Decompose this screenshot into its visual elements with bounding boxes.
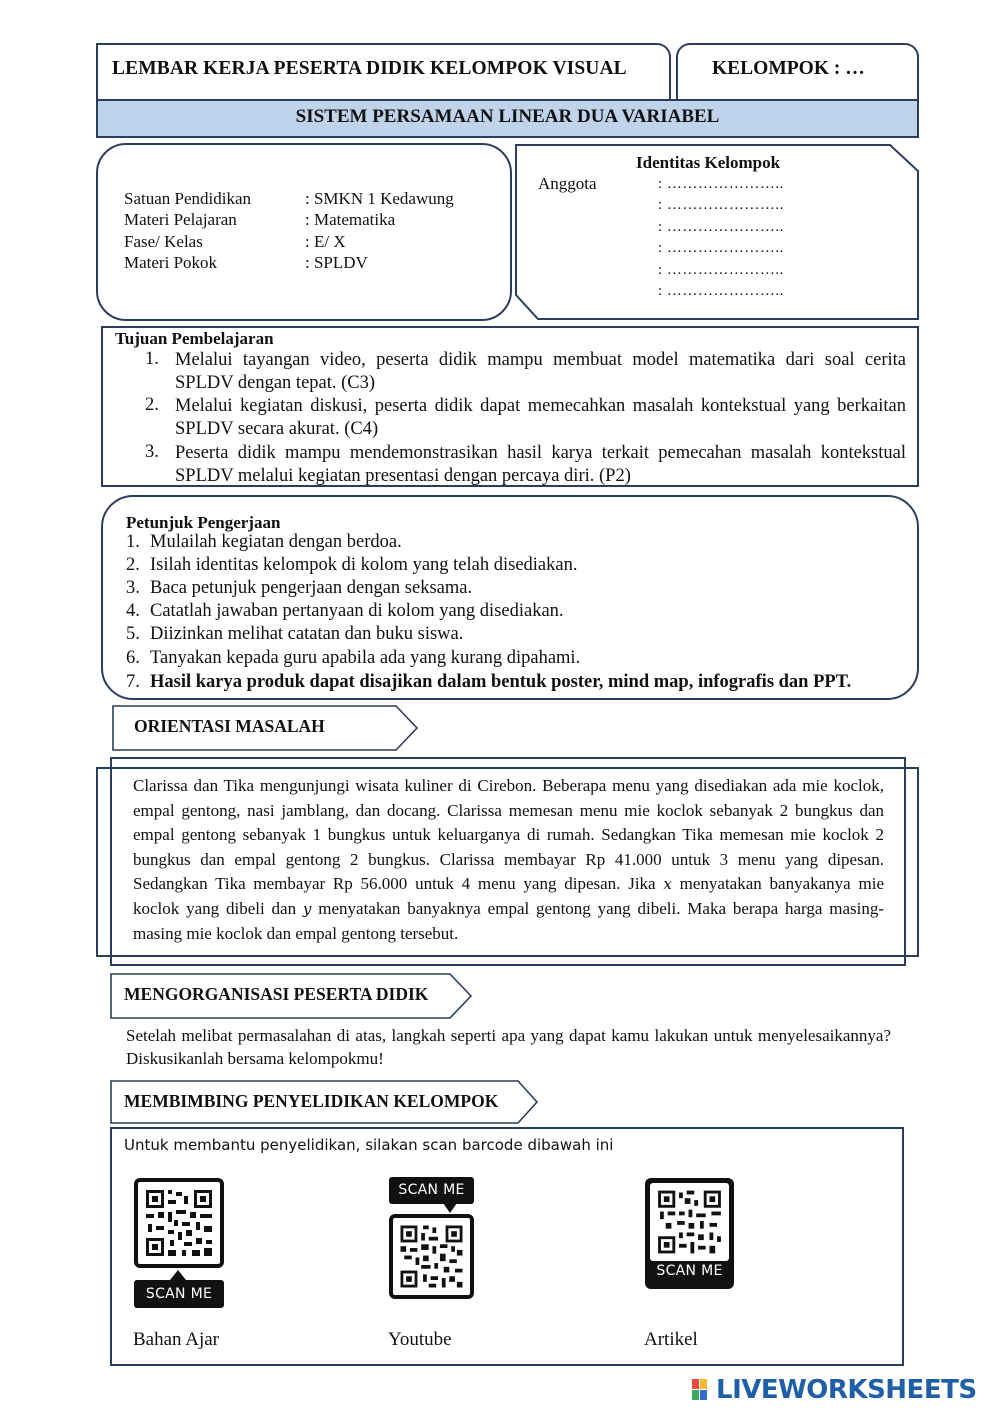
problem-text-part: Clarissa dan Tika mengunjungi wisata kuliner di Cirebon. Beberapa menu yang disediakan ada mie koclok, empal gentong, nasi jamblang, dan docang. Clarissa memesan menu mie koclok sebanyak 2 bungkus dan empal gentong sebanyak 1 bungkus untuk keluarganya di rumah. Sedangkan Tika memesan mie koclok 2 bungkus dan empal gentong 2 bungkus. Clarissa membayar Rp 41.000 untuk 3 menu yang dipesan. Sedangkan Tika membayar Rp 56.000 untuk 4 menu yang dipesan. Jika [133,776,884,894]
instruction-text: Isilah identitas kelompok di kolom yang telah disediakan. [150,555,578,575]
scan-me-tag: SCAN ME [134,1280,224,1308]
organize-heading: MENGORGANISASI PESERTA DIDIK [124,984,429,1004]
tag-pointer-icon [443,1203,457,1213]
member-label: Anggota [538,174,597,193]
qr-code-youtube[interactable] [389,1214,474,1299]
instruction-number: 3. [126,578,140,598]
instruction-number: 2. [126,555,140,575]
info-value: : Matematika [305,210,396,229]
orientation-heading: ORIENTASI MASALAH [134,716,325,736]
investigation-heading: MEMBIMBING PENYELIDIKAN KELOMPOK [124,1091,499,1111]
qr-label: Artikel [644,1329,698,1350]
instruction-item [126,578,472,599]
objective-text: Melalui tayangan video, peserta didik mampu membuat model matematika dari soal cerita SPLDV dengan tepat. (C3) [175,350,906,393]
instruction-item [126,672,851,693]
problem-text-part: menyatakan banyakanya mie koclok yang dibeli dan [133,874,884,918]
info-label: Satuan Pendidikan [124,189,252,208]
objective-text: Peserta didik mampu mendemonstrasikan hasil karya terkait pemecahan masalah kontekstual SPLDV melalui kegiatan presentasi dengan percaya diri. (P2) [175,443,906,486]
member-input-line[interactable]: : ………………….. [658,262,784,278]
instruction-number: 1. [126,532,140,552]
problem-text-part: menyatakan banyaknya empal gentong yang dibeli. Maka berapa harga masing-masing mie koclok dan empal gentong tersebut. [133,898,885,943]
member-input-line[interactable]: : ………………….. [658,240,784,256]
qr-pattern-icon [393,1218,470,1295]
scan-me-tag: SCAN ME [389,1177,474,1204]
variable-y: y [302,899,312,918]
objective-number: 3. [145,442,159,462]
instruction-number: 6. [126,648,140,668]
brand-name: LIVEWORKSHEETS [716,1375,977,1405]
qr-code-panel [650,1183,729,1261]
problem-text [133,774,884,946]
instruction-text: Catatlah jawaban pertanyaan di kolom yang disediakan. [150,601,564,621]
member-input-line[interactable]: : ………………….. [658,283,784,299]
info-label: Fase/ Kelas [124,232,203,251]
info-value: : E/ X [305,232,346,251]
instruction-item [126,532,402,553]
identity-title: Identitas Kelompok [636,153,781,172]
subject-title: SISTEM PERSAMAAN LINEAR DUA VARIABEL [295,106,720,127]
qr-label: Youtube [388,1329,452,1350]
instruction-text: Hasil karya produk dapat disajikan dalam bentuk poster, mind map, infografis dan PPT. [150,672,852,692]
qr-code-artikel[interactable] [645,1178,734,1289]
info-label: Materi Pokok [124,253,218,272]
objective-text: Melalui kegiatan diskusi, peserta didik dapat memecahkan masalah kontekstual yang berkaitan SPLDV secara akurat. (C4) [175,396,906,439]
member-input-line[interactable]: : ………………….. [658,176,784,192]
objective-number: 2. [145,395,159,415]
variable-x: x [663,875,672,894]
worksheet-title: LEMBAR KERJA PESERTA DIDIK KELOMPOK VISUAL [112,58,627,79]
instruction-item [126,601,564,622]
instruction-text: Baca petunjuk pengerjaan dengan seksama. [150,578,473,598]
qr-label: Bahan Ajar [133,1329,220,1350]
info-label: Materi Pelajaran [124,210,237,229]
qr-pattern-icon [650,1183,729,1261]
liveworksheets-logo-icon [692,1379,716,1401]
tag-pointer-icon [170,1270,186,1280]
instruction-item [126,555,577,576]
info-value: : SPLDV [305,253,368,272]
instruction-number: 5. [126,624,140,644]
qr-code-bahan-ajar[interactable] [134,1178,224,1268]
instruction-number: 7. [126,672,140,692]
instruction-text: Diizinkan melihat catatan dan buku siswa. [150,624,464,644]
instruction-item [126,648,580,669]
instruction-item [126,624,463,645]
info-value: : SMKN 1 Kedawung [305,189,454,208]
instruction-text: Tanyakan kepada guru apabila ada yang kurang dipahami. [150,648,581,668]
group-label: KELOMPOK : … [712,58,865,79]
member-input-line[interactable]: : ………………….. [658,219,784,235]
instruction-number: 4. [126,601,140,621]
objectives-heading: Tujuan Pembelajaran [115,329,274,348]
organize-text: Setelah melibat permasalahan di atas, langkah seperti apa yang dapat kamu lakukan untuk menyelesaikannya? Diskusikanlah bersama kelompokmu! [126,1026,891,1068]
instruction-text: Mulailah kegiatan dengan berdoa. [150,532,402,552]
objective-number: 1. [145,349,159,369]
instructions-heading: Petunjuk Pengerjaan [126,513,281,532]
qr-pattern-icon [138,1182,220,1264]
member-input-line[interactable]: : ………………….. [658,197,784,213]
investigation-box [110,1127,904,1366]
investigation-hint: Untuk membantu penyelidikan, silakan scan barcode dibawah ini [124,1136,614,1154]
scan-me-tag: SCAN ME [656,1263,723,1279]
